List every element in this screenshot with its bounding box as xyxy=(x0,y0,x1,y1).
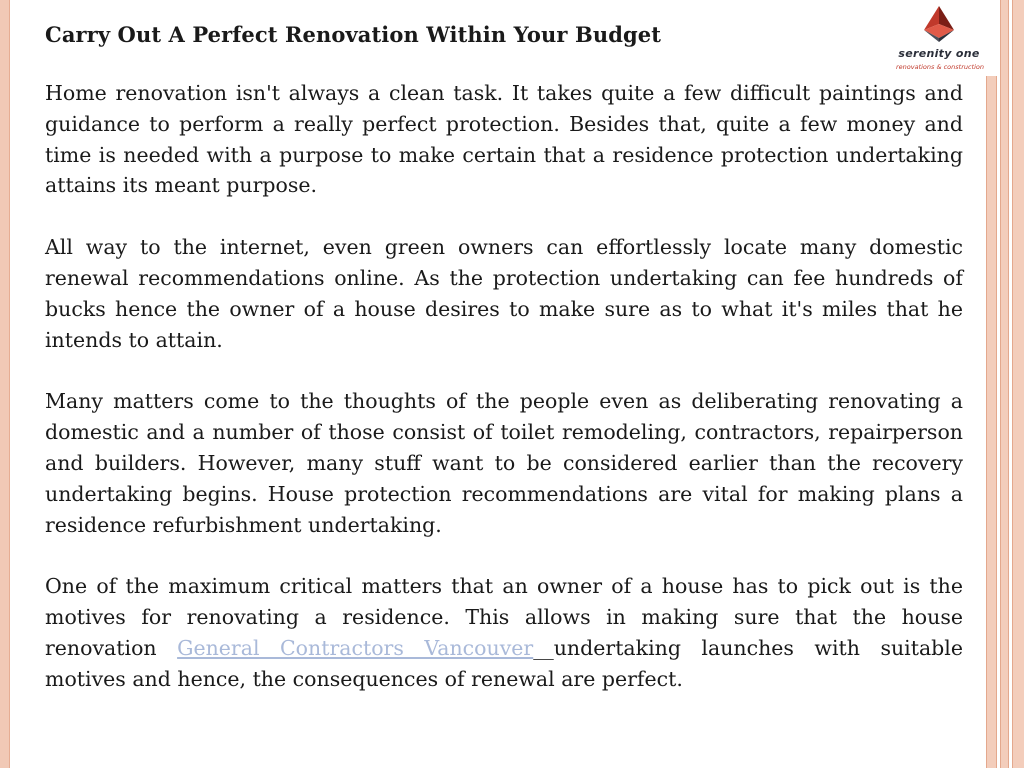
pyramid-logo-icon xyxy=(922,4,956,44)
paragraph-2: All way to the internet, even green owners can effortlessly locate many domestic renewal recommendations online. As the protection undertaking can fee hundreds of bucks hence the owner of a house desires to make sure as to what it's miles that he intends to attain. xyxy=(45,235,963,352)
article xyxy=(45,18,963,726)
paragraph-4-text-after: __undertaking launches with suitable motives and hence, the consequences of renewal are perfect. xyxy=(45,635,963,691)
right-stripe-2 xyxy=(1000,0,1009,768)
company-logo xyxy=(880,0,1000,76)
logo-name: serenity one xyxy=(898,47,980,60)
paragraph-3: Many matters come to the thoughts of the people even as deliberating renovating a domestic and a number of those consist of toilet remodeling, contractors, repairperson and builders. However, many stuff want to be considered earlier than the recovery undertaking begins. House protection recommendations are vital for making plans a residence refurbishment undertaking. xyxy=(45,389,963,537)
article-title: Carry Out A Perfect Renovation Within Your Budget xyxy=(45,22,662,47)
left-decorative-border xyxy=(0,0,10,768)
right-decorative-stripes xyxy=(986,0,1024,768)
general-contractors-link[interactable]: General Contractors Vancouver xyxy=(177,635,534,660)
logo-tagline: renovations & construction xyxy=(895,63,985,71)
paragraph-4 xyxy=(45,571,963,694)
right-stripe-1 xyxy=(986,0,997,768)
paragraph-1: Home renovation isn't always a clean task. It takes quite a few difficult paintings and guidance to perform a really perfect protection. Besides that, quite a few money and time is needed with a purpose to make certain that a residence protection undertaking attains its meant purpose. xyxy=(45,81,963,198)
paragraph-4-text-before: One of the maximum critical matters that an owner of a house has to pick out is the motives for renovating a residence. This allows in making sure that the house renovation xyxy=(45,574,963,660)
right-stripe-3 xyxy=(1012,0,1024,768)
